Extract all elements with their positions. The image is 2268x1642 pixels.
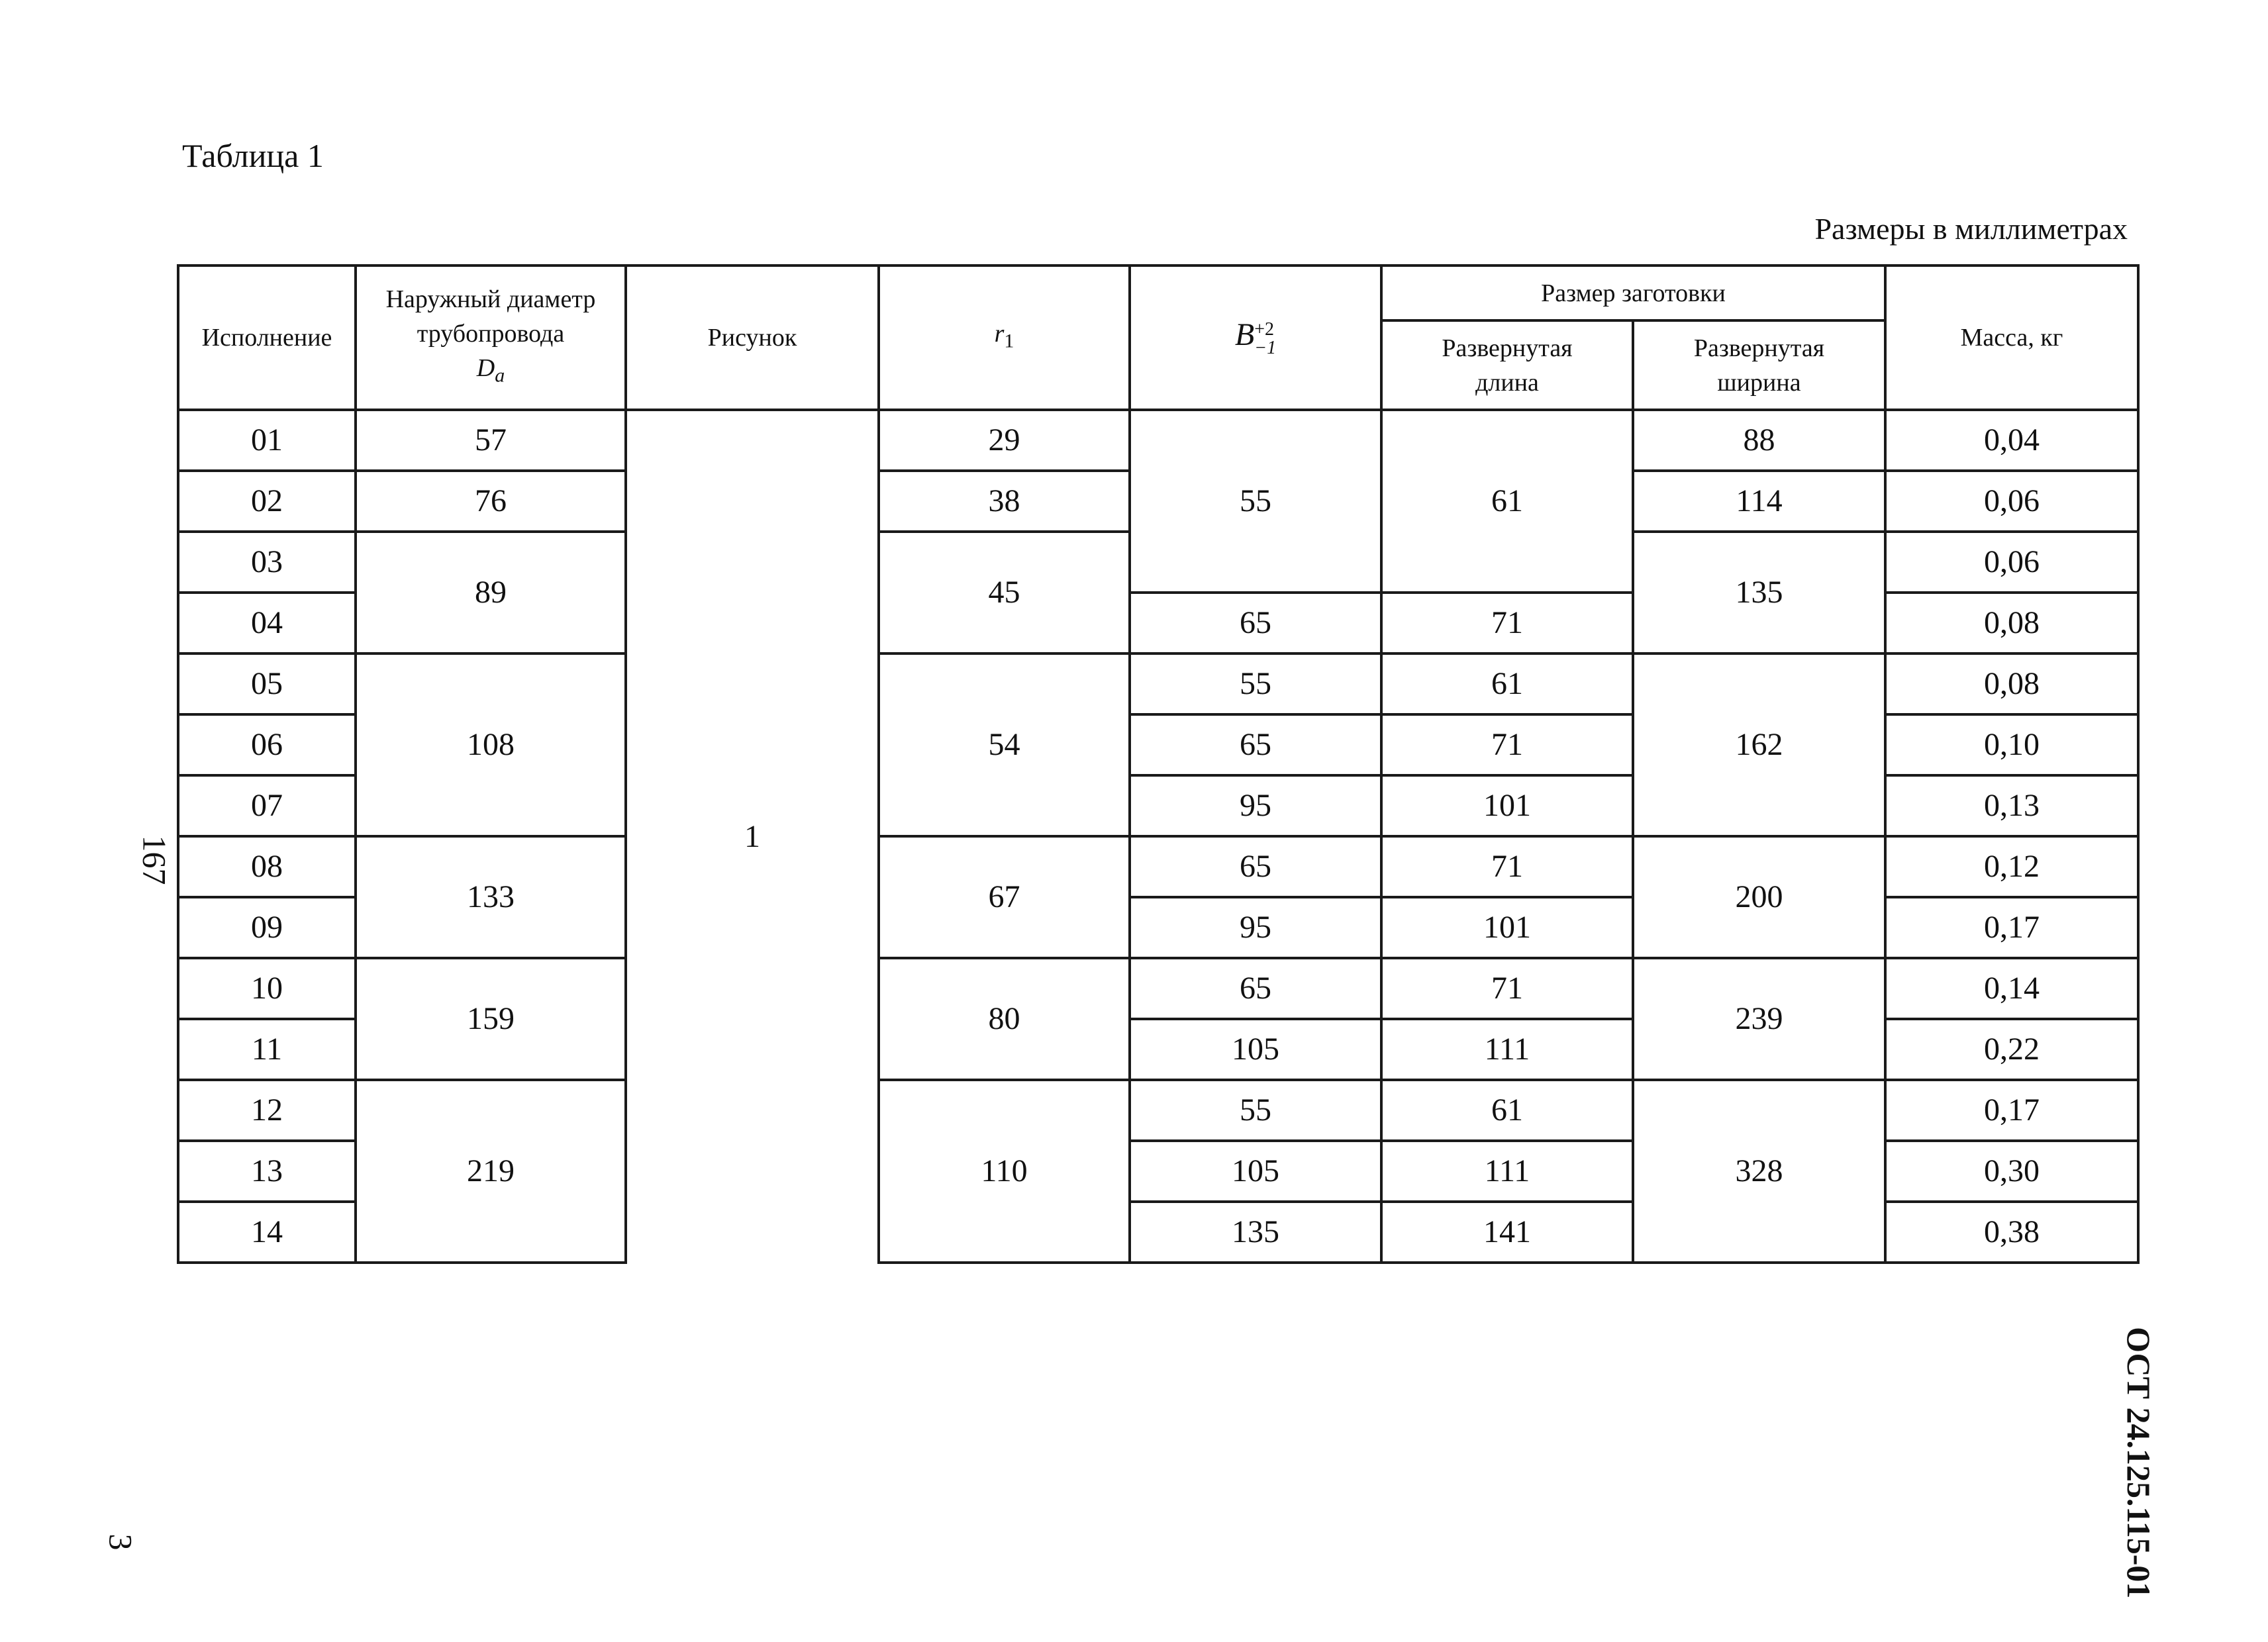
cell-length: 141 [1381, 1202, 1633, 1263]
cell-b: 55 [1130, 653, 1381, 714]
cell-b: 105 [1130, 1141, 1381, 1202]
cell-ispolnenie: 13 [178, 1141, 356, 1202]
cell-length: 61 [1381, 653, 1633, 714]
cell-b: 65 [1130, 836, 1381, 897]
cell-mass: 0,10 [1885, 714, 2138, 775]
table-title: Таблица 1 [182, 137, 324, 174]
cell-ispolnenie: 06 [178, 714, 356, 775]
side-sheet-number: 3 [102, 1533, 140, 1551]
header-figure: Рисунок [626, 266, 879, 410]
cell-mass: 0,17 [1885, 1080, 2138, 1141]
cell-length: 71 [1381, 836, 1633, 897]
header-b: B +2 −1 [1130, 266, 1381, 410]
cell-ispolnenie: 09 [178, 897, 356, 958]
cell-mass: 0,38 [1885, 1202, 2138, 1263]
cell-diameter: 159 [356, 958, 626, 1080]
cell-width: 200 [1633, 836, 1885, 958]
cell-length: 111 [1381, 1019, 1633, 1080]
cell-b: 105 [1130, 1019, 1381, 1080]
standard-code: ОСТ 24.125.115-01 [2120, 1327, 2157, 1599]
cell-diameter: 219 [356, 1080, 626, 1263]
cell-mass: 0,06 [1885, 532, 2138, 593]
header-unfolded-width: Развернутая ширина [1633, 320, 1885, 410]
cell-b: 135 [1130, 1202, 1381, 1263]
cell-r1: 38 [879, 471, 1130, 532]
cell-r1: 29 [879, 410, 1130, 471]
cell-length: 71 [1381, 958, 1633, 1019]
cell-r1: 80 [879, 958, 1130, 1080]
cell-diameter: 57 [356, 410, 626, 471]
units-note: Размеры в миллиметрах [1814, 212, 2128, 246]
cell-ispolnenie: 11 [178, 1019, 356, 1080]
cell-length: 71 [1381, 593, 1633, 653]
cell-ispolnenie: 12 [178, 1080, 356, 1141]
cell-ispolnenie: 03 [178, 532, 356, 593]
cell-length: 71 [1381, 714, 1633, 775]
cell-b: 95 [1130, 775, 1381, 836]
cell-diameter: 76 [356, 471, 626, 532]
cell-b: 55 [1130, 1080, 1381, 1141]
cell-mass: 0,14 [1885, 958, 2138, 1019]
header-unfolded-length: Развернутая длина [1381, 320, 1633, 410]
cell-mass: 0,12 [1885, 836, 2138, 897]
cell-mass: 0,06 [1885, 471, 2138, 532]
cell-length: 61 [1381, 410, 1633, 593]
cell-mass: 0,22 [1885, 1019, 2138, 1080]
cell-b: 95 [1130, 897, 1381, 958]
cell-r1: 67 [879, 836, 1130, 958]
cell-diameter: 108 [356, 653, 626, 836]
cell-b: 65 [1130, 593, 1381, 653]
cell-width: 239 [1633, 958, 1885, 1080]
cell-diameter: 89 [356, 532, 626, 653]
cell-ispolnenie: 04 [178, 593, 356, 653]
cell-r1: 110 [879, 1080, 1130, 1263]
cell-b: 55 [1130, 410, 1381, 593]
cell-mass: 0,08 [1885, 653, 2138, 714]
cell-width: 162 [1633, 653, 1885, 836]
header-mass: Масса, кг [1885, 266, 2138, 410]
cell-b: 65 [1130, 958, 1381, 1019]
header-r1: $r_1$ [879, 266, 1130, 410]
header-diameter-line1: Наружный диаметр [385, 285, 596, 314]
cell-length: 111 [1381, 1141, 1633, 1202]
side-page-number: 167 [136, 835, 173, 885]
cell-length: 61 [1381, 1080, 1633, 1141]
cell-r1: 54 [879, 653, 1130, 836]
cell-width: 88 [1633, 410, 1885, 471]
cell-ispolnenie: 01 [178, 410, 356, 471]
cell-mass: 0,17 [1885, 897, 2138, 958]
cell-width: 328 [1633, 1080, 1885, 1263]
cell-ispolnenie: 07 [178, 775, 356, 836]
cell-mass: 0,04 [1885, 410, 2138, 471]
cell-ispolnenie: 08 [178, 836, 356, 897]
header-ispolnenie: Исполнение [178, 266, 356, 410]
header-diameter [356, 266, 626, 410]
header-blank-size: Размер заготовки [1381, 266, 1885, 320]
cell-width: 135 [1633, 532, 1885, 653]
cell-mass: 0,30 [1885, 1141, 2138, 1202]
cell-mass: 0,13 [1885, 775, 2138, 836]
cell-length: 101 [1381, 775, 1633, 836]
cell-ispolnenie: 14 [178, 1202, 356, 1263]
header-diameter-symbol: $D_a$ [476, 354, 505, 387]
cell-width: 114 [1633, 471, 1885, 532]
cell-mass: 0,08 [1885, 593, 2138, 653]
cell-figure: 1 [626, 410, 879, 1263]
cell-b: 65 [1130, 714, 1381, 775]
cell-diameter: 133 [356, 836, 626, 958]
header-diameter-line2: трубопровода [417, 320, 565, 348]
cell-ispolnenie: 05 [178, 653, 356, 714]
cell-ispolnenie: 02 [178, 471, 356, 532]
cell-length: 101 [1381, 897, 1633, 958]
cell-r1: 45 [879, 532, 1130, 653]
dimensions-table [177, 264, 2140, 1264]
cell-ispolnenie: 10 [178, 958, 356, 1019]
